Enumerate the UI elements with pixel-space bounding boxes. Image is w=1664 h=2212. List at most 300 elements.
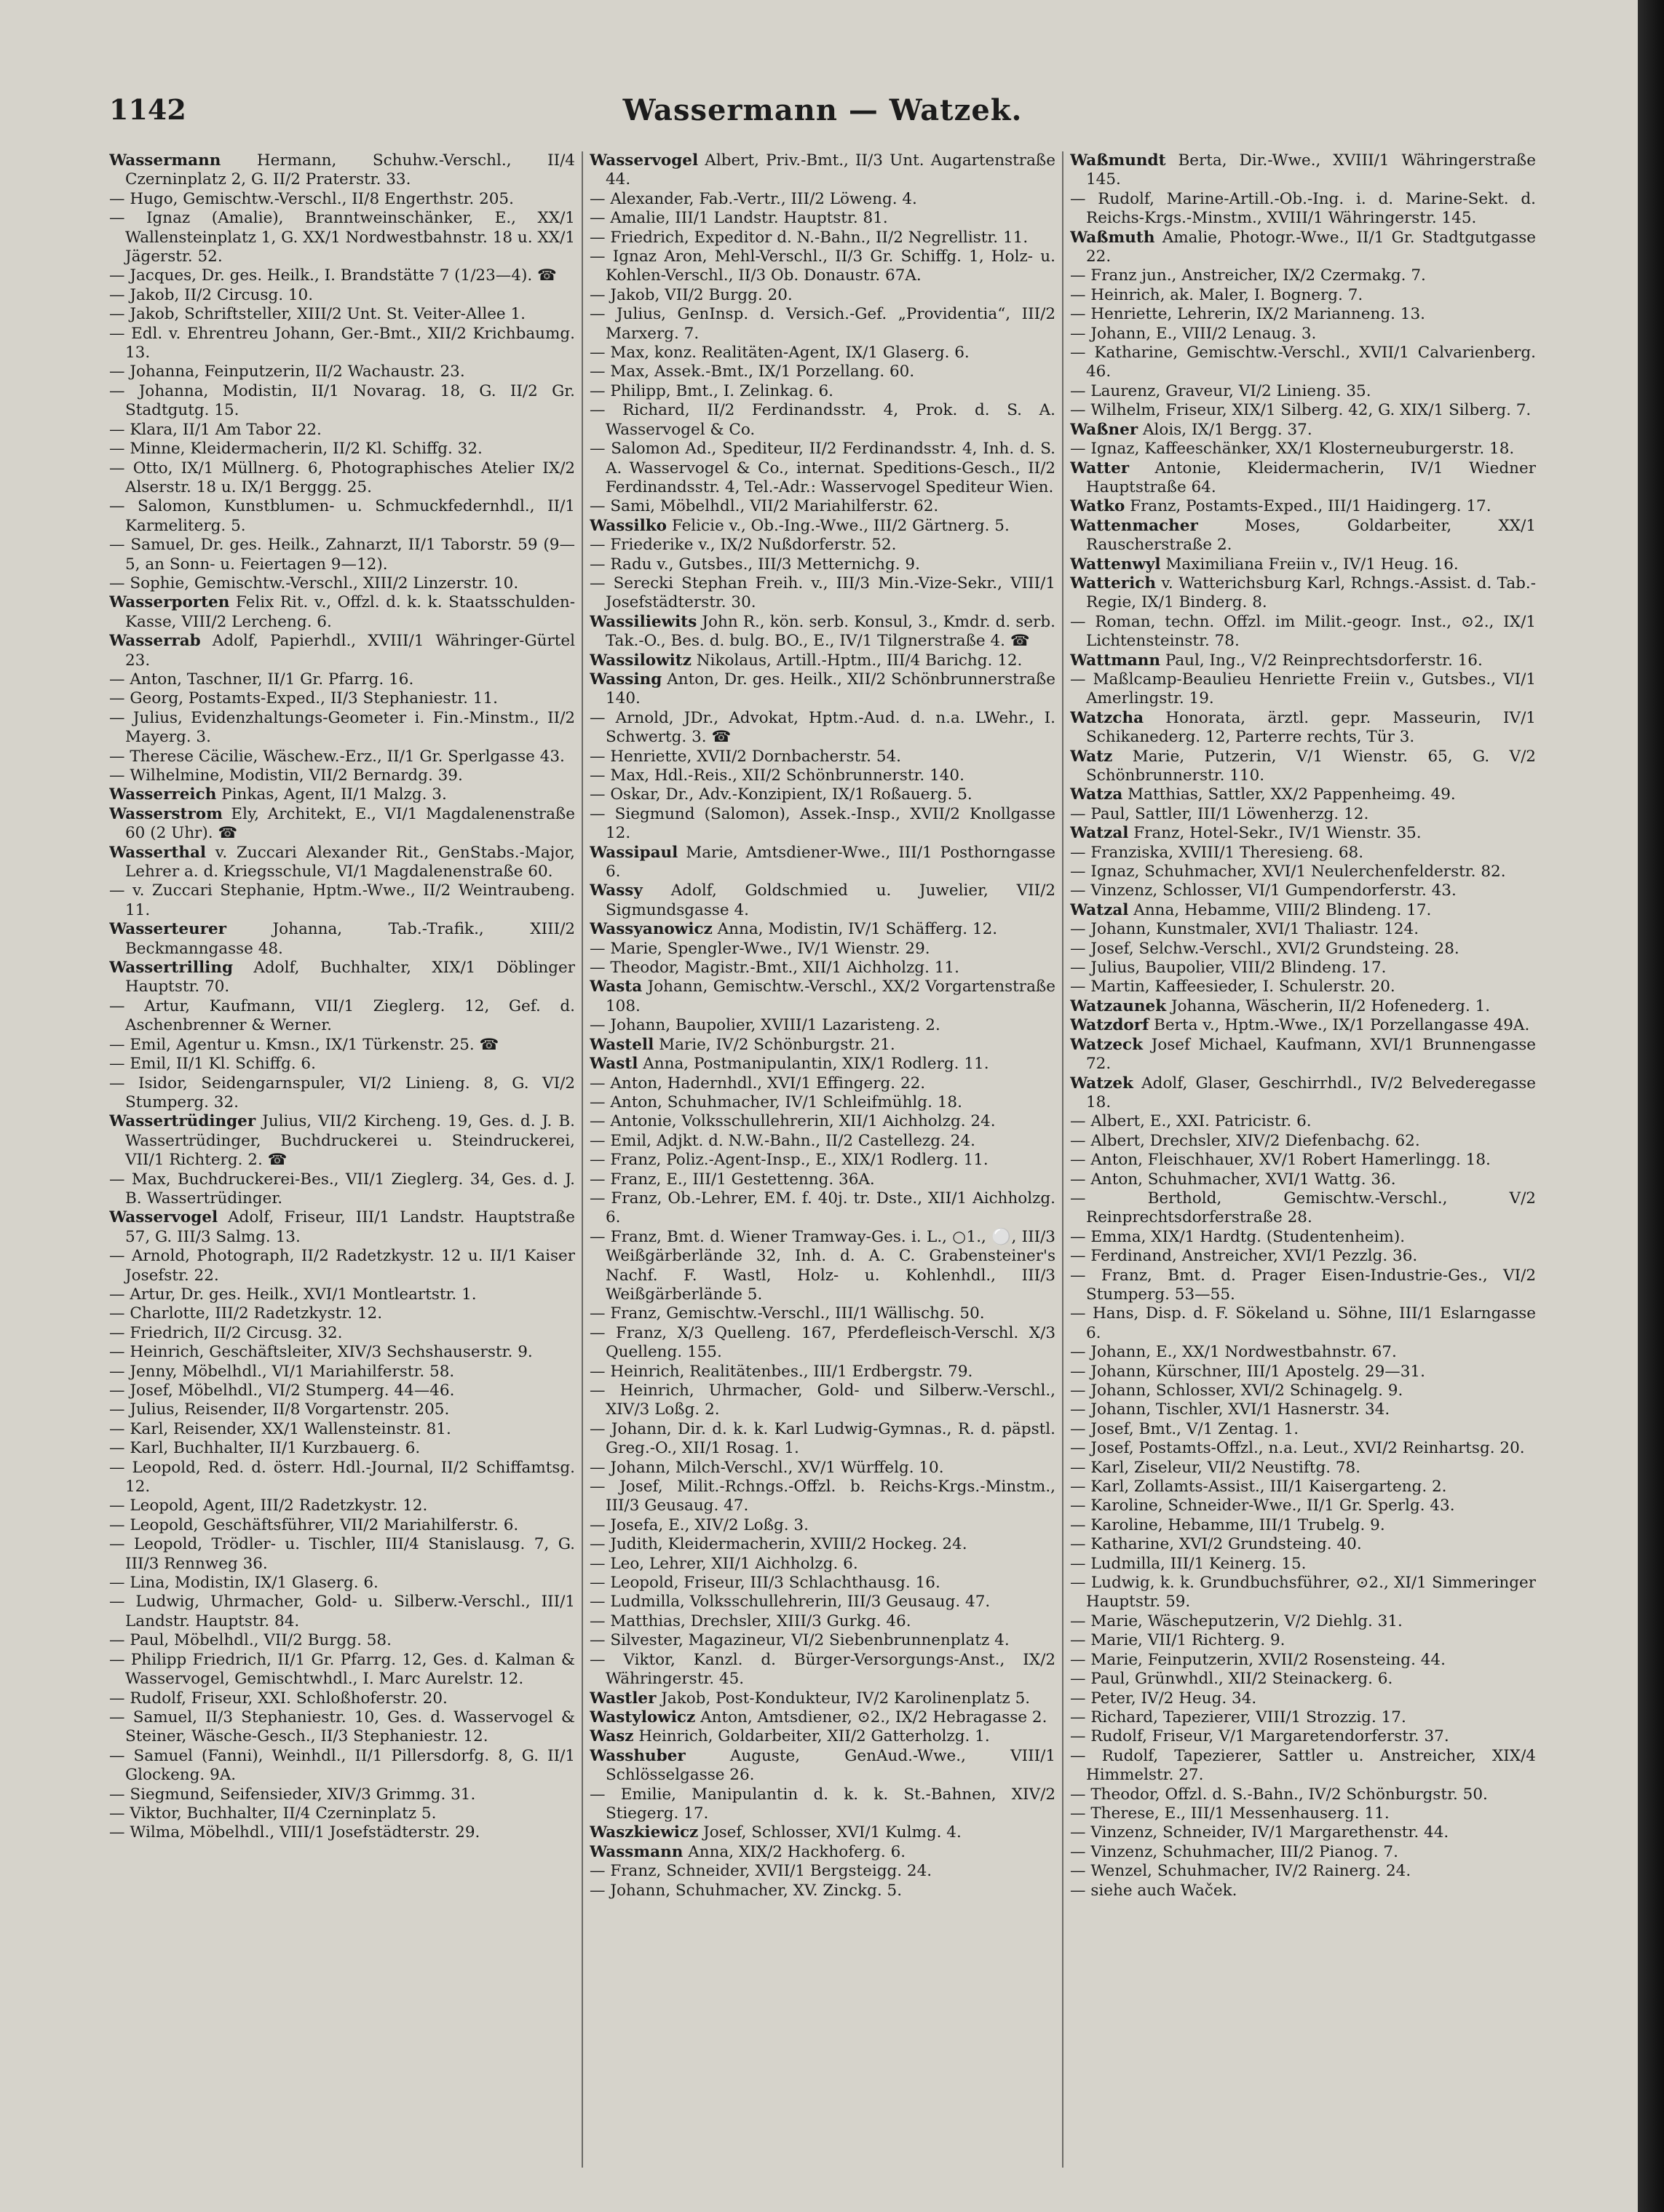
entry-details: — Julius, GenInsp. d. Versich.-Gef. „Providentia“, III/2 Marxerg. 7. bbox=[590, 305, 1055, 343]
directory-entry bbox=[1070, 863, 1536, 881]
entry-details: — Henriette, XVII/2 Dornbacherstr. 54. bbox=[590, 747, 902, 766]
entry-details: Anton, Amtsdiener, ⊙2., IX/2 Hebragasse 2. bbox=[695, 1708, 1047, 1727]
entry-details: Jakob, Post-Kondukteur, IV/2 Karolinenplatz 5. bbox=[656, 1689, 1031, 1708]
directory-entry bbox=[1070, 1170, 1536, 1189]
directory-entry bbox=[590, 844, 1055, 882]
directory-entry bbox=[1070, 1074, 1536, 1113]
directory-entry bbox=[1070, 440, 1536, 459]
directory-entry bbox=[590, 362, 1055, 381]
directory-entry bbox=[109, 1247, 575, 1285]
entry-details: — Karl, Reisender, XX/1 Wallensteinstr. 81. bbox=[109, 1419, 451, 1438]
directory-entry bbox=[590, 1112, 1055, 1131]
entry-details: — Josef, Selchw.-Verschl., XVI/2 Grundsteing. 28. bbox=[1070, 939, 1459, 958]
directory-entry bbox=[1070, 305, 1536, 324]
entry-details: — Franziska, XVIII/1 Theresieng. 68. bbox=[1070, 843, 1364, 862]
entry-details: — Rudolf, Friseur, V/1 Margaretendorferstr. 37. bbox=[1070, 1727, 1449, 1746]
entry-surname: Watzeck bbox=[1070, 1035, 1144, 1054]
entry-details: Johanna, Wäscherin, II/2 Hofenederg. 1. bbox=[1166, 996, 1491, 1015]
entry-surname: Wassertrüdinger bbox=[109, 1112, 256, 1131]
directory-entry bbox=[1070, 1400, 1536, 1419]
entry-details: Franz, Postamts-Exped., III/1 Haidingerg. 17. bbox=[1125, 497, 1491, 516]
entry-surname: Wasserreich bbox=[109, 785, 217, 804]
entry-details: — Josef, Bmt., V/1 Zentag. 1. bbox=[1070, 1419, 1299, 1438]
directory-entry bbox=[109, 1804, 575, 1823]
directory-entry bbox=[590, 1882, 1055, 1900]
entry-surname: Wassilowitz bbox=[590, 651, 692, 670]
directory-entry bbox=[109, 1574, 575, 1593]
directory-entry bbox=[109, 785, 575, 804]
directory-entry bbox=[109, 362, 575, 381]
entry-details: — Emil, Agentur u. Kmsn., IX/1 Türkenstr. 25. ☎ bbox=[109, 1035, 499, 1054]
directory-entry bbox=[1070, 651, 1536, 670]
directory-entry bbox=[590, 1189, 1055, 1228]
entry-details: — Johann, Schuhmacher, XV. Zinckg. 5. bbox=[590, 1881, 903, 1900]
directory-entry bbox=[1070, 190, 1536, 229]
directory-entry bbox=[109, 190, 575, 209]
directory-entry bbox=[109, 1055, 575, 1074]
directory-entry bbox=[590, 1651, 1055, 1689]
entry-details: — Johann, Tischler, XVI/1 Hasnerstr. 34. bbox=[1070, 1400, 1390, 1419]
entry-details: — Johanna, Feinputzerin, II/2 Wachaustr. 23. bbox=[109, 362, 465, 381]
entry-details: Johanna, Tab.-Trafik., XIII/2 Beckmanngasse 48. bbox=[125, 920, 575, 958]
entry-details: — Oskar, Dr., Adv.-Konzipient, IX/1 Roßauerg. 5. bbox=[590, 785, 972, 804]
directory-entry bbox=[1070, 1631, 1536, 1650]
directory-columns bbox=[109, 151, 1536, 2168]
entry-details: Albert, Priv.-Bmt., II/3 Unt. Augartenstraße 44. bbox=[606, 151, 1055, 189]
entry-details: — Emma, XIX/1 Hardtg. (Studentenheim). bbox=[1070, 1227, 1406, 1246]
directory-entry bbox=[590, 613, 1055, 651]
entry-details: Matthias, Sattler, XX/2 Pappenheimg. 49. bbox=[1122, 785, 1456, 804]
entry-details: Nikolaus, Artill.-Hptm., III/4 Barichg. 12. bbox=[691, 651, 1023, 670]
directory-entry bbox=[109, 1112, 575, 1170]
entry-details: — Marie, Feinputzerin, XVII/2 Rosensteing. 44. bbox=[1070, 1650, 1446, 1669]
directory-entry bbox=[1070, 1804, 1536, 1823]
entry-details: — Klara, II/1 Am Tabor 22. bbox=[109, 420, 322, 439]
directory-entry bbox=[109, 920, 575, 959]
directory-entry bbox=[590, 1747, 1055, 1785]
entry-details: — Viktor, Kanzl. d. Bürger-Versorgungs-Anst., IX/2 Währingerstr. 45. bbox=[590, 1650, 1055, 1689]
directory-entry bbox=[1070, 151, 1536, 190]
entry-details: — Franz, Bmt. d. Prager Eisen-Industrie-Ges., VI/2 Stumperg. 53—55. bbox=[1070, 1266, 1536, 1304]
entry-details: — v. Zuccari Stephanie, Hptm.-Wwe., II/2 Weintraubeng. 11. bbox=[109, 881, 575, 919]
entry-details: — Max, Buchdruckerei-Bes., VII/1 Zieglerg. 34, Ges. d. J. B. Wassertrüdinger. bbox=[109, 1170, 575, 1208]
entry-surname: Watzal bbox=[1070, 824, 1129, 843]
directory-entry bbox=[590, 709, 1055, 748]
directory-entry bbox=[109, 286, 575, 305]
entry-details: — Katharine, XVI/2 Grundsteing. 40. bbox=[1070, 1535, 1362, 1554]
entry-details: — Hans, Disp. d. F. Sökeland u. Söhne, III/1 Eslarngasse 6. bbox=[1070, 1304, 1536, 1342]
directory-entry bbox=[1070, 1747, 1536, 1785]
directory-entry bbox=[1070, 997, 1536, 1016]
entry-details: Adolf, Papierhdl., XVIII/1 Währinger-Gürtel 23. bbox=[125, 632, 575, 670]
entry-details: — Richard, Tapezierer, VIII/1 Strozzig. 17. bbox=[1070, 1708, 1406, 1727]
entry-details: — Max, Hdl.-Reis., XII/2 Schönbrunnerstr. 140. bbox=[590, 766, 964, 785]
directory-entry bbox=[1070, 1036, 1536, 1074]
directory-entry bbox=[590, 1036, 1055, 1055]
directory-entry bbox=[590, 920, 1055, 939]
directory-entry bbox=[109, 459, 575, 498]
directory-entry bbox=[109, 1708, 575, 1747]
directory-entry bbox=[109, 844, 575, 882]
directory-entry bbox=[1070, 613, 1536, 651]
entry-details: — Jakob, VII/2 Burgg. 20. bbox=[590, 285, 793, 304]
directory-entry bbox=[1070, 1420, 1536, 1439]
directory-entry bbox=[1070, 1708, 1536, 1727]
directory-entry bbox=[109, 1074, 575, 1113]
entry-surname: Watterich bbox=[1070, 574, 1156, 592]
entry-details: — Johanna, Modistin, II/1 Novarag. 18, G. II/2 Gr. Stadtgutg. 15. bbox=[109, 381, 575, 420]
entry-surname: Wassilko bbox=[590, 516, 667, 535]
directory-entry bbox=[1070, 382, 1536, 401]
directory-entry bbox=[590, 1555, 1055, 1574]
directory-entry bbox=[1070, 824, 1536, 843]
entry-details: — Amalie, III/1 Landstr. Hauptstr. 81. bbox=[590, 209, 888, 228]
directory-entry bbox=[590, 1459, 1055, 1478]
entry-details: — Johann, Milch-Verschl., XV/1 Würffelg. 10. bbox=[590, 1458, 944, 1477]
directory-entry bbox=[1070, 1189, 1536, 1228]
entry-details: — Paul, Sattler, III/1 Löwenherzg. 12. bbox=[1070, 804, 1369, 823]
directory-entry bbox=[590, 344, 1055, 362]
entry-details: — Josefa, E., XIV/2 Loßg. 3. bbox=[590, 1515, 809, 1534]
entry-details: — Ludwig, k. k. Grundbuchsführer, ⊙2., XI/1 Simmeringer Hauptstr. 59. bbox=[1070, 1574, 1536, 1612]
directory-entry bbox=[109, 1363, 575, 1381]
entry-details: — Julius, Baupolier, VIII/2 Blindeng. 17. bbox=[1070, 959, 1387, 978]
entry-details: — Josef, Postamts-Offzl., n.a. Leut., XVI/2 Reinhartsg. 20. bbox=[1070, 1439, 1525, 1458]
entry-surname: Waßmundt bbox=[1070, 151, 1166, 170]
entry-details: — Wilma, Möbelhdl., VIII/1 Josefstädterstr. 29. bbox=[109, 1823, 480, 1842]
directory-entry bbox=[590, 440, 1055, 497]
directory-entry bbox=[590, 1593, 1055, 1612]
entry-details: Maximiliana Freiin v., IV/1 Heug. 16. bbox=[1160, 555, 1459, 574]
entry-details: — Philipp Friedrich, II/1 Gr. Pfarrg. 12, Ges. d. Kalman & Wasservogel, Gemischtwhdl., I. Marc Aurelstr. 12. bbox=[109, 1650, 575, 1689]
entry-details: Hermann, Schuhw.-Verschl., II/4 Czerninplatz 2, G. II/2 Praterstr. 33. bbox=[125, 151, 575, 189]
entry-details: — Sami, Möbelhdl., VII/2 Mariahilferstr. 62. bbox=[590, 497, 939, 516]
directory-entry bbox=[590, 1074, 1055, 1093]
directory-entry bbox=[109, 266, 575, 285]
directory-entry bbox=[1070, 1151, 1536, 1170]
directory-entry bbox=[1070, 881, 1536, 900]
directory-entry bbox=[109, 1535, 575, 1574]
directory-entry bbox=[109, 1459, 575, 1497]
directory-entry bbox=[1070, 920, 1536, 939]
directory-entry bbox=[1070, 286, 1536, 305]
entry-details: — Martin, Kaffeesieder, I. Schulerstr. 20. bbox=[1070, 978, 1395, 996]
entry-details: — Minne, Kleidermacherin, II/2 Kl. Schiffg. 32. bbox=[109, 440, 483, 459]
entry-surname: Wastell bbox=[590, 1035, 654, 1054]
directory-entry bbox=[109, 536, 575, 574]
entry-details: — Julius, Reisender, II/8 Vorgartenstr. 205. bbox=[109, 1400, 450, 1419]
directory-entry bbox=[590, 1708, 1055, 1727]
entry-details: — Roman, techn. Offzl. im Milit.-geogr. Inst., ⊙2., IX/1 Lichtensteinstr. 78. bbox=[1070, 612, 1536, 651]
directory-entry bbox=[590, 209, 1055, 228]
entry-details: Julius, VII/2 Kircheng. 19, Ges. d. J. B. Wassertrüdinger, Buchdruckerei u. Steindruckerei, VII/1 Richterg. 2. ☎ bbox=[125, 1112, 575, 1170]
directory-entry bbox=[1070, 1823, 1536, 1842]
entry-details: Adolf, Goldschmied u. Juwelier, VII/2 Sigmundsgasse 4. bbox=[606, 881, 1055, 919]
entry-surname: Wastl bbox=[590, 1055, 638, 1074]
entry-details: — Siegmund (Salomon), Assek.-Insp., XVII/2 Knollgasse 12. bbox=[590, 804, 1055, 843]
entry-details: — Franz, Poliz.-Agent-Insp., E., XIX/1 Rodlerg. 11. bbox=[590, 1151, 989, 1170]
directory-entry bbox=[109, 497, 575, 536]
entry-details: — Antonie, Volksschullehrerin, XII/1 Aichholzg. 24. bbox=[590, 1112, 996, 1131]
directory-entry bbox=[590, 382, 1055, 401]
directory-entry bbox=[1070, 1882, 1536, 1900]
entry-surname: Waßmuth bbox=[1070, 228, 1155, 247]
entry-surname: Watzdorf bbox=[1070, 1016, 1149, 1035]
entry-details: — Friedrich, II/2 Circusg. 32. bbox=[109, 1323, 343, 1342]
entry-surname: Wasserthal bbox=[109, 843, 207, 862]
entry-details: — Silvester, Magazineur, VI/2 Siebenbrunnenplatz 4. bbox=[590, 1631, 1010, 1650]
entry-surname: Wassertrilling bbox=[109, 959, 234, 978]
entry-details: — Samuel (Fanni), Weinhdl., II/1 Pillersdorfg. 8, G. II/1 Glockeng. 9A. bbox=[109, 1746, 575, 1785]
entry-details: Pinkas, Agent, II/1 Malzg. 3. bbox=[216, 785, 447, 804]
entry-details: v. Zuccari Alexander Rit., GenStabs.-Major, Lehrer a. d. Kriegsschule, VI/1 Magdalenenstraße 60. bbox=[125, 843, 575, 881]
directory-entry bbox=[590, 1055, 1055, 1074]
entry-details: — Salomon, Kunstblumen- u. Schmuckfedernhdl., II/1 Karmeliterg. 5. bbox=[109, 497, 575, 535]
directory-entry bbox=[590, 1689, 1055, 1708]
directory-entry bbox=[590, 1016, 1055, 1035]
entry-details: — Albert, E., XXI. Patricistr. 6. bbox=[1070, 1112, 1312, 1131]
directory-entry bbox=[1070, 978, 1536, 996]
directory-entry bbox=[109, 151, 575, 190]
directory-entry bbox=[1070, 1555, 1536, 1574]
directory-entry bbox=[1070, 517, 1536, 555]
directory-entry bbox=[109, 632, 575, 670]
directory-entry bbox=[1070, 901, 1536, 920]
directory-entry bbox=[109, 1439, 575, 1458]
directory-entry bbox=[1070, 459, 1536, 498]
directory-entry bbox=[590, 1727, 1055, 1746]
directory-entry bbox=[109, 670, 575, 689]
directory-entry bbox=[109, 382, 575, 421]
entry-details: — Hugo, Gemischtw.-Verschl., II/8 Engerthstr. 205. bbox=[109, 189, 514, 208]
entry-details: — Wilhelm, Friseur, XIX/1 Silberg. 42, G. XIX/1 Silberg. 7. bbox=[1070, 401, 1532, 420]
directory-entry bbox=[590, 959, 1055, 978]
entry-details: — Viktor, Buchhalter, II/4 Czerninplatz 5. bbox=[109, 1804, 437, 1823]
directory-entry bbox=[1070, 1304, 1536, 1343]
entry-surname: Wasserteurer bbox=[109, 920, 226, 939]
entry-surname: Wattenmacher bbox=[1070, 516, 1198, 535]
entry-details: — Henriette, Lehrerin, IX/2 Marianneng. 13. bbox=[1070, 305, 1425, 324]
entry-details: — Jenny, Möbelhdl., VI/1 Mariahilferstr. 58. bbox=[109, 1362, 455, 1381]
column-left bbox=[109, 151, 575, 2168]
entry-details: — Vinzenz, Schneider, IV/1 Margarethenstr. 44. bbox=[1070, 1823, 1449, 1842]
directory-entry bbox=[1070, 1016, 1536, 1035]
entry-surname: Watzcha bbox=[1070, 708, 1144, 727]
entry-details: Antonie, Kleidermacherin, IV/1 Wiedner Hauptstraße 64. bbox=[1086, 459, 1536, 496]
entry-details: — Max, Assek.-Bmt., IX/1 Porzellang. 60. bbox=[590, 362, 915, 381]
directory-entry bbox=[1070, 748, 1536, 786]
entry-details: — Laurenz, Graveur, VI/2 Linieng. 35. bbox=[1070, 381, 1371, 400]
entry-surname: Watzek bbox=[1070, 1074, 1133, 1093]
directory-entry bbox=[1070, 1228, 1536, 1247]
directory-entry bbox=[1070, 1689, 1536, 1708]
entry-details: Felix Rit. v., Offzl. d. k. k. Staatsschulden-Kasse, VIII/2 Lercheng. 6. bbox=[125, 593, 575, 631]
entry-details: — Artur, Kaufmann, VII/1 Zieglerg. 12, Gef. d. Aschenbrenner & Werner. bbox=[109, 996, 575, 1035]
directory-entry bbox=[1070, 1670, 1536, 1689]
directory-entry bbox=[590, 286, 1055, 305]
entry-surname: Wassermann bbox=[109, 151, 221, 170]
directory-entry bbox=[1070, 1535, 1536, 1554]
directory-entry bbox=[1070, 1651, 1536, 1670]
entry-surname: Watza bbox=[1070, 785, 1123, 804]
directory-entry bbox=[109, 1420, 575, 1439]
directory-entry bbox=[1070, 344, 1536, 382]
directory-entry bbox=[1070, 1381, 1536, 1400]
directory-entry bbox=[590, 1363, 1055, 1381]
directory-entry bbox=[590, 151, 1055, 190]
entry-surname: Watzaunek bbox=[1070, 996, 1167, 1015]
entry-details: — Ludmilla, Volksschullehrerin, III/3 Geusaug. 47. bbox=[590, 1593, 991, 1612]
entry-details: Ely, Architekt, E., VI/1 Magdalenenstraße 60 (2 Uhr). ☎ bbox=[125, 804, 575, 843]
entry-surname: Wassing bbox=[590, 670, 662, 689]
entry-details: v. Watterichsburg Karl, Rchngs.-Assist. d. Tab.-Regie, IX/1 Binderg. 8. bbox=[1086, 574, 1536, 612]
entry-details: — Leo, Lehrer, XII/1 Aichholzg. 6. bbox=[590, 1554, 858, 1573]
directory-entry bbox=[1070, 1363, 1536, 1381]
entry-details: — Julius, Evidenzhaltungs-Geometer i. Fin.-Minstm., II/2 Mayerg. 3. bbox=[109, 708, 575, 747]
entry-details: — Serecki Stephan Freih. v., III/3 Min.-Vize-Sekr., VIII/1 Josefstädterstr. 30. bbox=[590, 574, 1055, 612]
entry-details: — Josef, Milit.-Rchngs.-Offzl. b. Reichs-Krgs.-Minstm., III/3 Geusaug. 47. bbox=[590, 1478, 1055, 1515]
entry-details: Alois, IX/1 Bergg. 37. bbox=[1138, 420, 1312, 439]
directory-entry bbox=[1070, 325, 1536, 344]
entry-details: — Leopold, Agent, III/2 Radetzkystr. 12. bbox=[109, 1497, 428, 1515]
directory-entry bbox=[1070, 844, 1536, 863]
directory-entry bbox=[590, 1574, 1055, 1593]
entry-details: — siehe auch Waček. bbox=[1070, 1881, 1237, 1900]
entry-details: Adolf, Buchhalter, XIX/1 Döblinger Hauptstr. 70. bbox=[125, 959, 575, 996]
directory-entry bbox=[1070, 1266, 1536, 1305]
directory-entry bbox=[1070, 1785, 1536, 1804]
directory-entry bbox=[590, 940, 1055, 959]
directory-entry bbox=[590, 536, 1055, 555]
entry-details: Felicie v., Ob.-Ing.-Wwe., III/2 Gärtnerg. 5. bbox=[667, 516, 1010, 535]
entry-surname: Wassyanowicz bbox=[590, 920, 713, 939]
entry-details: — Emilie, Manipulantin d. k. k. St.-Bahnen, XIV/2 Stiegerg. 17. bbox=[590, 1785, 1055, 1823]
directory-entry bbox=[1070, 497, 1536, 516]
directory-entry bbox=[590, 555, 1055, 574]
directory-entry bbox=[109, 574, 575, 593]
entry-surname: Wastylowicz bbox=[590, 1708, 696, 1727]
directory-entry bbox=[1070, 785, 1536, 804]
entry-details: — Franz, Schneider, XVII/1 Bergsteigg. 24. bbox=[590, 1862, 932, 1881]
entry-details: — Maßlcamp-Beaulieu Henriette Freiin v., Gutsbes., VI/1 Amerlingstr. 19. bbox=[1070, 670, 1536, 708]
entry-details: — Leopold, Trödler- u. Tischler, III/4 Stanislausg. 7, G. III/3 Rennweg 36. bbox=[109, 1535, 575, 1573]
directory-entry bbox=[1070, 555, 1536, 574]
entry-details: — Anton, Hadernhdl., XVI/1 Effingerg. 22. bbox=[590, 1074, 926, 1093]
directory-entry bbox=[590, 1420, 1055, 1459]
entry-details: — Heinrich, Geschäftsleiter, XIV/3 Sechshauserstr. 9. bbox=[109, 1343, 533, 1362]
entry-details: Berta, Dir.-Wwe., XVIII/1 Währingerstraße 145. bbox=[1086, 151, 1536, 189]
entry-details: Anton, Dr. ges. Heilk., XII/2 Schönbrunnerstraße 140. bbox=[606, 670, 1055, 708]
entry-details: — Heinrich, Realitätenbes., III/1 Erdbergstr. 79. bbox=[590, 1362, 973, 1381]
entry-details: — Johann, Dir. d. k. k. Karl Ludwig-Gymnas., R. d. päpstl. Greg.-O., XII/1 Rosag. 1. bbox=[590, 1419, 1055, 1458]
entry-details: Josef, Schlosser, XVI/1 Kulmg. 4. bbox=[698, 1823, 962, 1842]
directory-entry bbox=[1070, 1439, 1536, 1458]
entry-details: John R., kön. serb. Konsul, 3., Kmdr. d. serb. Tak.-O., Bes. d. bulg. BO., E., IV/1 Tilgnerstraße 4. ☎ bbox=[606, 612, 1055, 651]
entry-details: — Therese, E., III/1 Messenhauserg. 11. bbox=[1070, 1804, 1390, 1823]
entry-details: Josef Michael, Kaufmann, XVI/1 Brunnengasse 72. bbox=[1086, 1035, 1536, 1074]
directory-entry bbox=[1070, 959, 1536, 978]
directory-entry bbox=[1070, 940, 1536, 959]
entry-surname: Watzal bbox=[1070, 900, 1129, 919]
directory-entry bbox=[590, 1843, 1055, 1862]
directory-entry bbox=[109, 593, 575, 632]
entry-details: — Theodor, Offzl. d. S.-Bahn., IV/2 Schönburgstr. 50. bbox=[1070, 1785, 1488, 1804]
entry-surname: Watko bbox=[1070, 497, 1125, 516]
directory-entry bbox=[109, 689, 575, 708]
entry-details: — Johann, Schlosser, XVI/2 Schinagelg. 9. bbox=[1070, 1381, 1403, 1400]
entry-details: — Alexander, Fab.-Vertr., III/2 Löweng. 4. bbox=[590, 189, 917, 208]
directory-entry bbox=[590, 305, 1055, 344]
entry-details: — Ludmilla, III/1 Keinerg. 15. bbox=[1070, 1554, 1307, 1573]
directory-entry bbox=[109, 805, 575, 844]
entry-details: — Karl, Buchhalter, II/1 Kurzbauerg. 6. bbox=[109, 1439, 421, 1458]
entry-details: — Philipp, Bmt., I. Zelinkag. 6. bbox=[590, 381, 834, 400]
entry-surname: Waszkiewicz bbox=[590, 1823, 699, 1842]
entry-details: — Paul, Grünwhdl., XII/2 Steinackerg. 6. bbox=[1070, 1670, 1393, 1689]
directory-entry bbox=[1070, 1343, 1536, 1362]
entry-details: — Heinrich, ak. Maler, I. Bognerg. 7. bbox=[1070, 285, 1363, 304]
entry-details: Heinrich, Goldarbeiter, XII/2 Gatterholzg. 1. bbox=[633, 1727, 990, 1746]
directory-entry bbox=[109, 1170, 575, 1209]
directory-entry bbox=[109, 421, 575, 440]
directory-entry bbox=[590, 670, 1055, 709]
entry-details: — Leopold, Friseur, III/3 Schlachthausg. 16. bbox=[590, 1574, 940, 1593]
entry-details: Johann, Gemischtw.-Verschl., XX/2 Vorgartenstraße 108. bbox=[606, 978, 1055, 1015]
entry-details: — Vinzenz, Schuhmacher, III/2 Pianog. 7. bbox=[1070, 1842, 1398, 1861]
entry-details: — Wilhelmine, Modistin, VII/2 Bernardg. 39. bbox=[109, 766, 463, 785]
entry-surname: Watter bbox=[1070, 459, 1130, 477]
entry-details: — Judith, Kleidermacherin, XVIII/2 Hockeg. 24. bbox=[590, 1535, 967, 1554]
directory-entry bbox=[1070, 421, 1536, 440]
directory-entry bbox=[109, 1631, 575, 1650]
entry-details: — Rudolf, Marine-Artill.-Ob.-Ing. i. d. Marine-Sekt. d. Reichs-Krgs.-Minstm., XVIII/1 Währingerstr. 145. bbox=[1070, 189, 1536, 228]
directory-entry bbox=[590, 1478, 1055, 1516]
entry-surname: Waßner bbox=[1070, 420, 1138, 439]
page-number: 1142 bbox=[109, 93, 186, 126]
entry-details: — Marie, Spengler-Wwe., IV/1 Wienstr. 29. bbox=[590, 939, 930, 958]
entry-details: — Georg, Postamts-Exped., II/3 Stephaniestr. 11. bbox=[109, 689, 498, 708]
entry-details: Anna, Hebamme, VIII/2 Blindeng. 17. bbox=[1128, 900, 1432, 919]
directory-entry bbox=[109, 1304, 575, 1323]
entry-details: — Katharine, Gemischtw.-Verschl., XVII/1 Calvarienberg. 46. bbox=[1070, 344, 1536, 381]
entry-details: — Karoline, Schneider-Wwe., II/1 Gr. Sperlg. 43. bbox=[1070, 1497, 1455, 1515]
entry-surname: Wasservogel bbox=[109, 1208, 218, 1227]
directory-entry bbox=[590, 1535, 1055, 1554]
directory-entry bbox=[590, 401, 1055, 440]
directory-entry bbox=[590, 978, 1055, 1016]
directory-entry bbox=[1070, 1497, 1536, 1515]
entry-surname: Wasserrab bbox=[109, 632, 201, 651]
column-divider bbox=[582, 151, 583, 2168]
entry-details: — Anton, Schuhmacher, XVI/1 Wattg. 36. bbox=[1070, 1170, 1396, 1189]
directory-entry bbox=[109, 997, 575, 1036]
entry-details: — Anton, Taschner, II/1 Gr. Pfarrg. 16. bbox=[109, 670, 414, 689]
entry-details: — Franz, E., III/1 Gestettenng. 36A. bbox=[590, 1170, 875, 1189]
page-edge bbox=[1638, 0, 1664, 2212]
directory-entry bbox=[590, 497, 1055, 516]
entry-details: — Salomon Ad., Spediteur, II/2 Ferdinandsstr. 4, Inh. d. S. A. Wasservogel & Co., internat. Speditions-Gesch., II/2 Ferdinandsstr. 4, Tel.-Adr.: Wasservogel Spediteur Wien. bbox=[590, 440, 1055, 496]
directory-entry bbox=[109, 1651, 575, 1689]
entry-details: — Samuel, II/3 Stephaniestr. 10, Ges. d. Wasservogel & Steiner, Wäsche-Gesch., II/3 Stephaniestr. 12. bbox=[109, 1708, 575, 1746]
entry-details: — Peter, IV/2 Heug. 34. bbox=[1070, 1689, 1257, 1708]
entry-details: — Friederike v., IX/2 Nußdorferstr. 52. bbox=[590, 536, 897, 555]
entry-details: — Rudolf, Tapezierer, Sattler u. Anstreicher, XIX/4 Himmelstr. 27. bbox=[1070, 1746, 1536, 1785]
entry-details: — Edl. v. Ehrentreu Johann, Ger.-Bmt., XII/2 Krichbaumg. 13. bbox=[109, 324, 575, 362]
directory-entry bbox=[590, 1228, 1055, 1305]
entry-details: Anna, XIX/2 Hackhoferg. 6. bbox=[683, 1842, 906, 1861]
directory-entry bbox=[109, 709, 575, 748]
entry-details: — Richard, II/2 Ferdinandsstr. 4, Prok. d. S. A. Wasservogel & Co. bbox=[590, 401, 1055, 439]
